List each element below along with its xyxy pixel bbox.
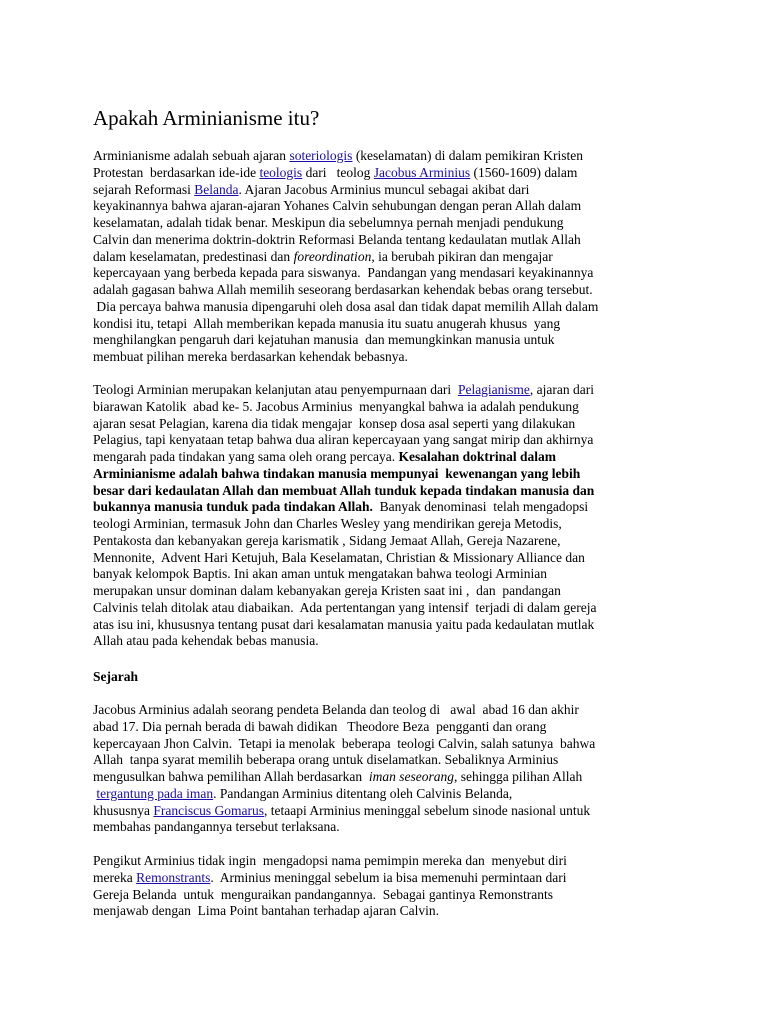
text-line xyxy=(93,232,693,249)
text-span: menghilangkan pengaruh dari kejatuhan manusia dan memungkinkan manusia untuk xyxy=(93,332,555,348)
text-span: membahas pandangannya tersebut terlaksana. xyxy=(93,819,340,835)
text-line xyxy=(93,466,693,483)
italic-text: foreordination xyxy=(293,248,372,264)
text-line xyxy=(93,870,693,887)
text-span: merupakan unsur dominan dalam kebanyakan gereja Kristen saat ini , dan pandangan xyxy=(93,583,561,598)
text-span: ajaran sesat Pelagian, karena dia tidak mengajar konsep dosa asal seperti yang dilakukan xyxy=(93,415,576,431)
text-line xyxy=(93,583,693,600)
hyperlink[interactable]: Belanda xyxy=(194,181,239,197)
text-line xyxy=(93,769,693,786)
text-line xyxy=(93,382,693,399)
text-line xyxy=(93,903,693,920)
hyperlink[interactable]: Franciscus Gomarus xyxy=(153,802,264,818)
text-span: Allah tanpa syarat memilih beberapa orang untuk diselamatkan. Sebaliknya Arminius xyxy=(93,752,559,768)
text-span: Calvin dan menerima doktrin-doktrin Reformasi Belanda tentang kedaulatan mutlak Allah xyxy=(93,231,581,247)
text-line xyxy=(93,416,693,433)
text-span: Dia percaya bahwa manusia dipengaruhi oleh dosa asal dan tidak dapat memilih Allah dalam xyxy=(93,298,599,314)
text-line xyxy=(93,719,693,736)
text-span: (1560-1609) dalam xyxy=(470,164,578,180)
text-span: dalam keselamatan, predestinasi dan xyxy=(93,248,294,264)
text-line xyxy=(93,299,693,316)
text-span: . Pandangan Arminius ditentang oleh Calvinis Belanda, xyxy=(213,785,513,801)
text-line xyxy=(93,198,693,215)
paragraph-intro xyxy=(93,148,693,366)
text-line xyxy=(93,752,693,769)
hyperlink[interactable]: tergantung pada iman xyxy=(96,785,214,801)
text-line xyxy=(93,432,693,449)
section-heading-sejarah: Sejarah xyxy=(93,669,138,684)
text-line xyxy=(93,165,693,182)
hyperlink[interactable]: soteriologis xyxy=(289,148,353,163)
text-span: mengusulkan bahwa pemilihan Allah berdasarkan xyxy=(93,769,369,784)
text-line xyxy=(93,633,693,650)
text-span: membuat pilihan mereka berdasarkan kehendak bebasnya. xyxy=(93,349,408,364)
text-line xyxy=(93,803,693,820)
text-span: keselamatan, adalah tidak benar. Meskipun dia sebelumnya pernah menjadi pendukung xyxy=(93,215,564,230)
italic-text: iman seseorang xyxy=(368,769,455,784)
text-line xyxy=(93,148,693,165)
text-span: menjawab dengan Lima Point bantahan terhadap ajaran Calvin. xyxy=(93,903,440,919)
text-span: Arminianisme adalah sebuah ajaran xyxy=(93,148,290,163)
text-span: (keselamatan) di dalam pemikiran Kristen xyxy=(352,148,583,163)
text-line xyxy=(93,449,693,466)
text-span: banyak kelompok Baptis. Ini akan aman untuk mengatakan bahwa teologi Arminian xyxy=(93,566,548,582)
text-span: , sehingga pilihan Allah xyxy=(454,769,583,784)
text-line xyxy=(93,349,693,366)
bold-text: Kesalahan doktrinal dalam xyxy=(398,449,557,464)
text-line xyxy=(93,887,693,904)
text-line xyxy=(93,316,693,333)
text-line xyxy=(93,550,693,567)
text-span: Jacobus Arminius adalah seorang pendeta Belanda dan teolog di awal abad 16 dan akhir xyxy=(93,702,579,717)
text-line xyxy=(93,265,693,282)
text-span: dari teolog xyxy=(302,164,374,180)
text-span: Gereja Belanda untuk menguraikan pandangannya. Sebagai gantinya Remonstrants xyxy=(93,886,553,902)
text-span: kepercayaan yang berbeda kepada para siswanya. Pandangan yang mendasari keyakinannya xyxy=(93,265,594,281)
text-span: Mennonite, Advent Hari Ketujuh, Bala Keselamatan, Christian & Missionary Alliance dan xyxy=(93,549,585,565)
text-span: keyakinannya bahwa ajaran-ajaran Yohanes Calvin sehubungan dengan peran Allah dalam xyxy=(93,198,582,214)
text-line xyxy=(93,399,693,416)
hyperlink[interactable]: Remonstrants xyxy=(136,869,211,885)
text-span: mereka xyxy=(93,869,137,885)
text-line xyxy=(93,282,693,299)
text-span: atas isu ini, khususnya tentang pusat dari kesalamatan manusia yaitu pada kedaulatan mutlak xyxy=(93,616,595,632)
hyperlink[interactable]: Pelagianisme xyxy=(457,382,530,397)
text-line xyxy=(93,853,693,870)
text-span: , ia berubah pikiran dan mengajar xyxy=(371,248,553,264)
text-line xyxy=(93,533,693,550)
text-span: , tetaapi Arminius meninggal sebelum sinode nasional untuk xyxy=(263,802,591,818)
text-line xyxy=(93,736,693,753)
paragraph-theology xyxy=(93,382,693,650)
text-span: sejarah Reformasi xyxy=(93,181,195,197)
text-line xyxy=(93,215,693,232)
text-span: Protestan berdasarkan ide-ide xyxy=(93,164,260,180)
text-line xyxy=(93,249,693,266)
text-span: . Ajaran Jacobus Arminius muncul sebagai akibat dari xyxy=(238,181,530,197)
text-span: kondisi itu, tetapi Allah memberikan kepada manusia itu suatu anugerah khusus yang xyxy=(93,315,561,331)
paragraph-remonstrants xyxy=(93,853,693,920)
text-span: kepercayaan Jhon Calvin. Tetapi ia menolak beberapa teologi Calvin, salah satunya bahwa xyxy=(93,735,596,751)
text-span: Pentakosta dan kebanyakan gereja karismatik , Sidang Jemaat Allah, Gereja Nazarene, xyxy=(93,532,561,548)
text-line xyxy=(93,702,693,719)
text-line xyxy=(93,786,693,803)
hyperlink[interactable]: Jacobus Arminius xyxy=(373,164,471,180)
text-span: teologi Arminian, termasuk John dan Charles Wesley yang mendirikan gereja Metodis, xyxy=(93,516,562,531)
text-span: Calvinis telah ditolak atau diabaikan. Ada pertentangan yang intensif terjadi di dalam gereja xyxy=(93,599,597,615)
text-span: mengarah pada tindakan yang sama oleh orang percaya. xyxy=(93,449,399,464)
text-line xyxy=(93,566,693,583)
text-line xyxy=(93,332,693,349)
paragraph-history xyxy=(93,702,693,836)
text-span: Pelagius, tapi kenyataan tetap bahwa dua aliran kepercayaan yang sangat mirip dan akhirnya xyxy=(93,432,594,448)
text-line xyxy=(93,819,693,836)
text-span: , ajaran dari xyxy=(529,382,595,397)
text-span: adalah gagasan bahwa Allah memilih seseorang berdasarkan kehendak bebas orang tersebut. xyxy=(93,282,593,297)
text-line xyxy=(93,516,693,533)
text-line xyxy=(93,600,693,617)
text-span: biarawan Katolik abad ke- 5. Jacobus Arminius menyangkal bahwa ia adalah pendukung xyxy=(93,398,579,414)
text-line xyxy=(93,499,693,516)
bold-text: besar dari kedaulatan Allah dan membuat Allah tunduk kepada tindakan manusia dan xyxy=(93,482,595,498)
text-line xyxy=(93,182,693,199)
text-span: Allah atau pada kehendak bebas manusia. xyxy=(93,633,319,649)
text-span: Teologi Arminian merupakan kelanjutan atau penyempurnaan dari xyxy=(93,382,458,397)
page-title: Apakah Arminianisme itu? xyxy=(93,106,320,130)
text-span: Banyak denominasi telah mengadopsi xyxy=(372,499,589,515)
text-span: khususnya xyxy=(93,802,154,818)
hyperlink[interactable]: teologis xyxy=(259,164,303,180)
text-span: abad 17. Dia pernah berada di bawah didikan Theodore Beza pengganti dan orang xyxy=(93,718,547,734)
text-line xyxy=(93,483,693,500)
bold-text: bukannya manusia tunduk pada tindakan Allah. xyxy=(93,499,373,515)
text-span: . Arminius meninggal sebelum ia bisa memenuhi permintaan dari xyxy=(210,869,567,885)
text-span: Pengikut Arminius tidak ingin mengadopsi nama pemimpin mereka dan menyebut diri xyxy=(93,853,567,868)
text-line xyxy=(93,617,693,634)
bold-text: Arminianisme adalah bahwa tindakan manusia mempunyai kewenangan yang lebih xyxy=(93,465,581,481)
